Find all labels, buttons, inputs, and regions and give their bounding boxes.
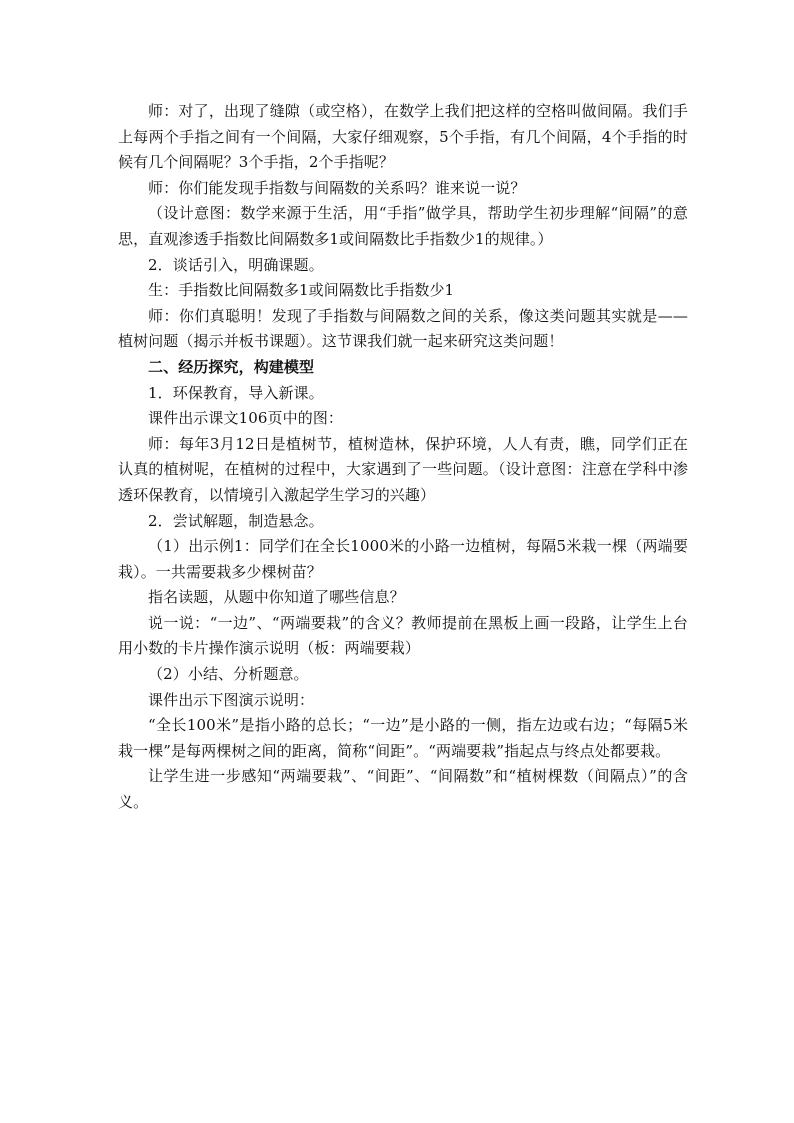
paragraph-summary: （2）小结、分析题意。 <box>148 665 309 684</box>
paragraph-example-1: （1）出示例1：同学们在全长1000米的小路一边植树，每隔5米栽一棵（两端要栽）。一共需要栽多少棵树苗？ <box>118 537 688 581</box>
paragraph-step-2-intro: 2．谈话引入，明确课题。 <box>148 255 324 274</box>
paragraph-step-2-try: 2．尝试解题，制造悬念。 <box>148 511 324 530</box>
paragraph-say-meaning: 说一说：“一边”、“两端要栽”的含义？教师提前在黑板上画一段路，让学生上台用小数的卡片操作演示说明（板：两端要栽） <box>118 613 688 658</box>
paragraph-teacher-intervals: 师：对了，出现了缝隙（或空格），在数学上我们把这样的空格叫做间隔。我们手上每两个手指之间有一个间隔，大家仔细观察，5个手指，有几个间隔，4个手指的时候有几个间隔呢？3个手指，2个手指呢？ <box>118 102 688 172</box>
paragraph-courseware-106: 课件出示课文106页中的图： <box>148 409 344 428</box>
paragraph-design-intent-fingers: （设计意图：数学来源于生活，用“手指”做学具，帮助学生初步理解“间隔”的意思，直观渗透手指数比间隔数多1或间隔数比手指数少1的规律。） <box>118 204 688 248</box>
section-heading-explore: 二、经历探究，构建模型 <box>148 357 315 376</box>
paragraph-teacher-praise: 师：你们真聪明！发现了手指数与间隔数之间的关系，像这类问题其实就是——植树问题（揭示并板书课题）。这节课我们就一起来研究这类问题！ <box>118 306 688 351</box>
paragraph-teacher-tree-day: 师：每年3月12日是植树节，植树造林，保护环境，人人有责，瞧，同学们正在认真的植树呢，在植树的过程中，大家遇到了一些问题。（设计意图：注意在学科中渗透环保教育，以情境引入激起学生学习的兴趣） <box>118 434 688 504</box>
paragraph-student-answer: 生：手指数比间隔数多1或间隔数比手指数少1 <box>148 281 455 300</box>
paragraph-read-question: 指名读题，从题中你知道了哪些信息？ <box>148 588 405 607</box>
paragraph-courseware-demo: 课件出示下图演示说明： <box>148 690 315 709</box>
paragraph-further-perception: 让学生进一步感知“两端要栽”、“间距”、“间隔数”和“植树棵数（间隔点）”的含义。 <box>118 767 688 812</box>
paragraph-step-1-env: 1．环保教育，导入新课。 <box>148 383 324 402</box>
document-body <box>118 99 688 816</box>
paragraph-explanation: “全长100米”是指小路的总长；“一边”是小路的一侧，指左边或右边；“每隔5米栽一棵”是每两棵树之间的距离，简称“间距”。“两端要栽”指起点与终点处都要栽。 <box>118 716 688 760</box>
paragraph-teacher-question: 师：你们能发现手指数与间隔数的关系吗？谁来说一说？ <box>148 178 526 197</box>
